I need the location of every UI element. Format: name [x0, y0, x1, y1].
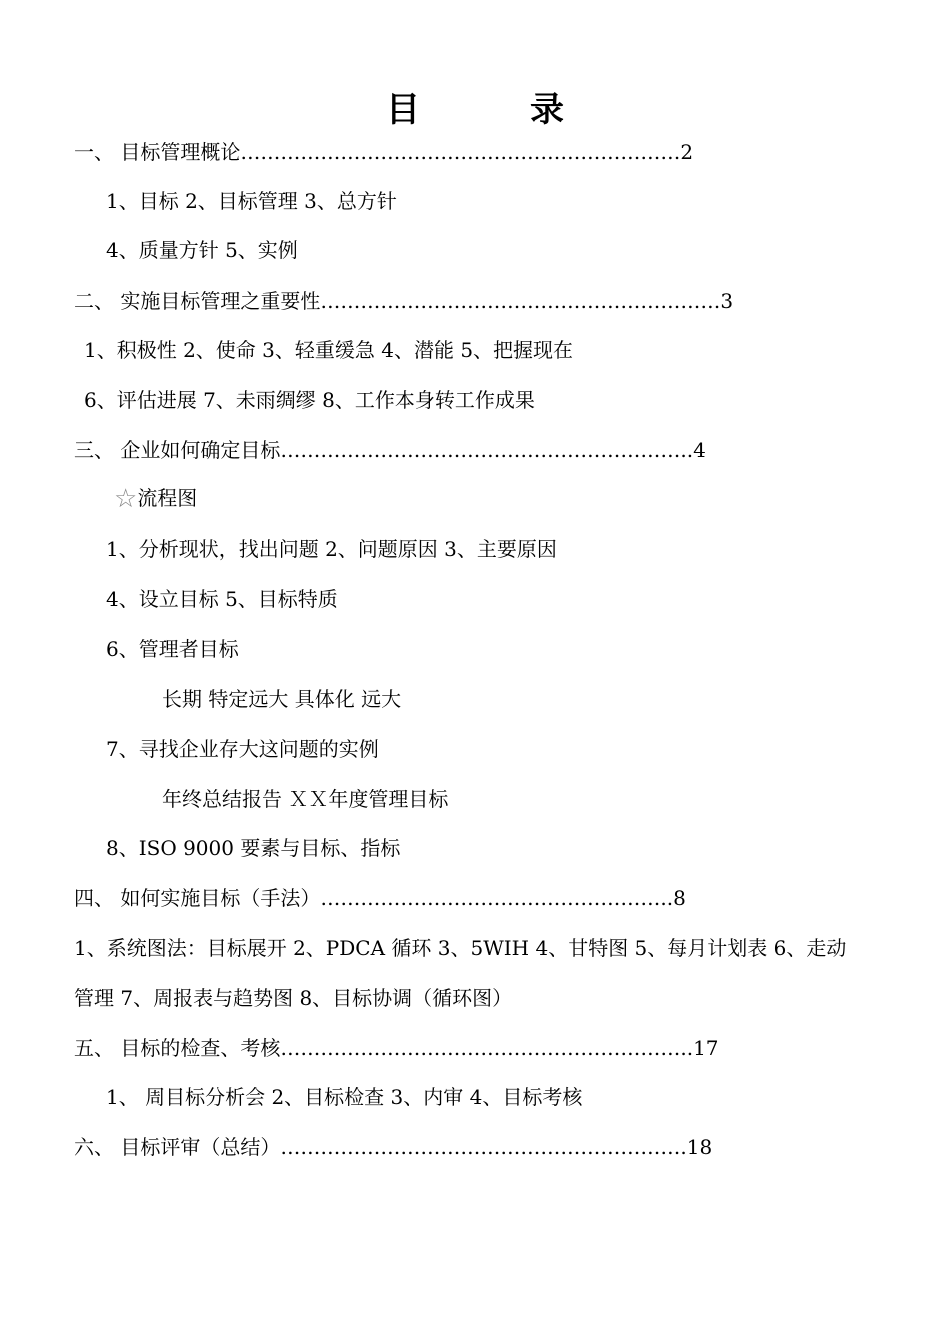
toc-item-flowchart	[114, 484, 197, 513]
toc-item: 1、目标 2、目标管理 3、总方针	[106, 189, 397, 213]
toc-subitem: 长期 特定远大 具体化 远大	[162, 687, 402, 711]
toc-chapter-4: 四、 如何实施目标（手法）……………………………………………..8	[74, 886, 686, 910]
toc-item: 6、评估进展 7、未雨绸缪 8、工作本身转工作成果	[84, 388, 535, 412]
toc-item: 1、分析现状，找出问题 2、问题原因 3、主要原因	[106, 537, 557, 561]
toc-subitem: 年终总结报告 ＸＸ年度管理目标	[162, 787, 449, 811]
star-icon: ☆	[114, 484, 138, 514]
title-char-2: 录	[530, 90, 564, 130]
toc-item: 1、系统图法：目标展开 2、PDCA 循环 3、5WIH 4、甘特图 5、每月计划表 6、走动	[74, 936, 847, 960]
toc-item: 管理 7、周报表与趋势图 8、目标协调（循环图）	[74, 986, 513, 1010]
toc-chapter-6: 六、 目标评审（总结）…………………………………………………….18	[74, 1135, 713, 1159]
page-title	[0, 82, 950, 131]
toc-item: 1、积极性 2、使命 3、轻重缓急 4、潜能 5、把握现在	[84, 338, 574, 362]
toc-item: 1、 周目标分析会 2、目标检查 3、内审 4、目标考核	[106, 1085, 583, 1109]
title-char-1: 目	[386, 90, 420, 130]
toc-item: 7、寻找企业存大这问题的实例	[106, 737, 379, 761]
toc-chapter-5: 五、 目标的检查、考核……………………………………………………..17	[74, 1036, 719, 1060]
toc-chapter-3: 三、 企业如何确定目标……………………………………………………..4	[74, 438, 706, 462]
toc-chapter-1: 一、 目标管理概论…………………………………………………………2	[74, 140, 694, 164]
toc-item: 4、质量方针 5、实例	[106, 238, 298, 262]
toc-item-label: 流程图	[137, 486, 198, 510]
toc-item: 4、设立目标 5、目标特质	[106, 587, 338, 611]
toc-item: 8、ISO 9000 要素与目标、指标	[106, 836, 401, 860]
toc-chapter-2: 二、 实施目标管理之重要性……………………………………………………3	[74, 289, 734, 313]
toc-item: 6、管理者目标	[106, 637, 239, 661]
